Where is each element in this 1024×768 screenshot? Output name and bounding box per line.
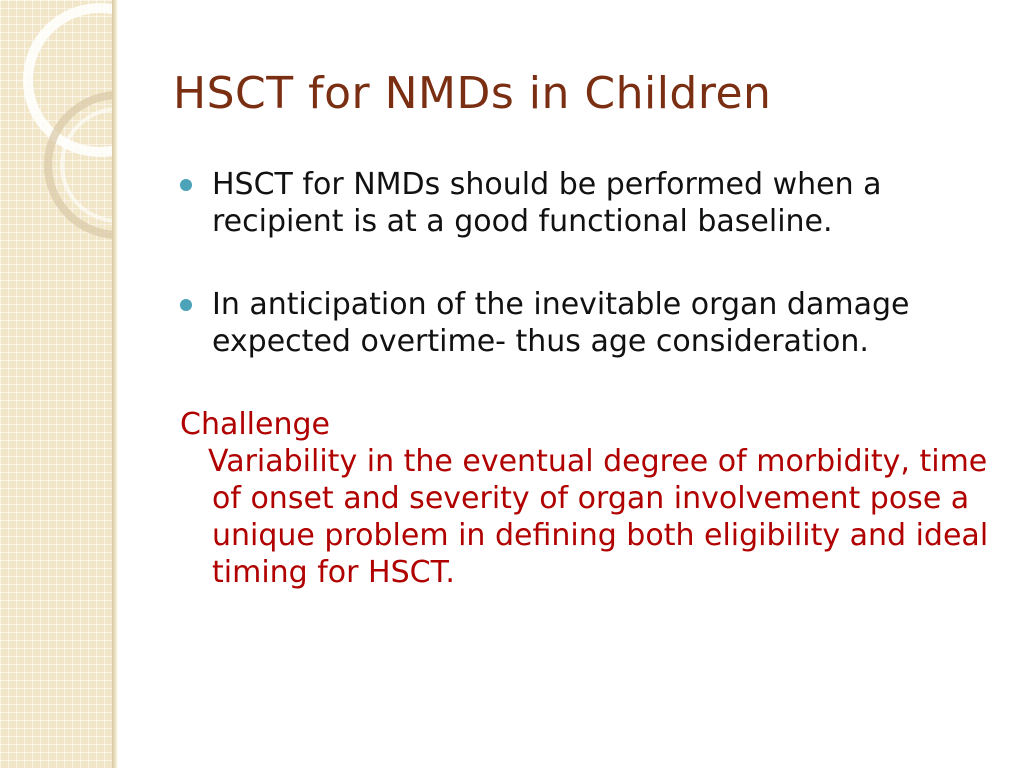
decorative-left-band <box>0 0 112 768</box>
challenge-heading: Challenge <box>180 407 330 442</box>
decorative-swirl-icon <box>0 0 112 300</box>
challenge-body: Variability in the eventual degree of morbidity, time of onset and severity of organ involvement pose a unique problem in defining both eligibility and ideal timing for HSCT. <box>208 444 989 590</box>
bullet-text: HSCT for NMDs should be performed when a recipient is at a good functional baseline. <box>212 167 882 239</box>
bullet-dot-icon <box>180 179 192 191</box>
bullet-text: In anticipation of the inevitable organ damage expected overtime- thus age consideration. <box>212 287 910 359</box>
bullet-dot-icon <box>180 299 192 311</box>
bullet-item-1 <box>180 166 1000 240</box>
band-edge-divider <box>112 0 118 768</box>
bullet-item-2 <box>180 286 1000 360</box>
slide-title: HSCT for NMDs in Children <box>173 68 772 119</box>
slide-content <box>180 166 1000 591</box>
